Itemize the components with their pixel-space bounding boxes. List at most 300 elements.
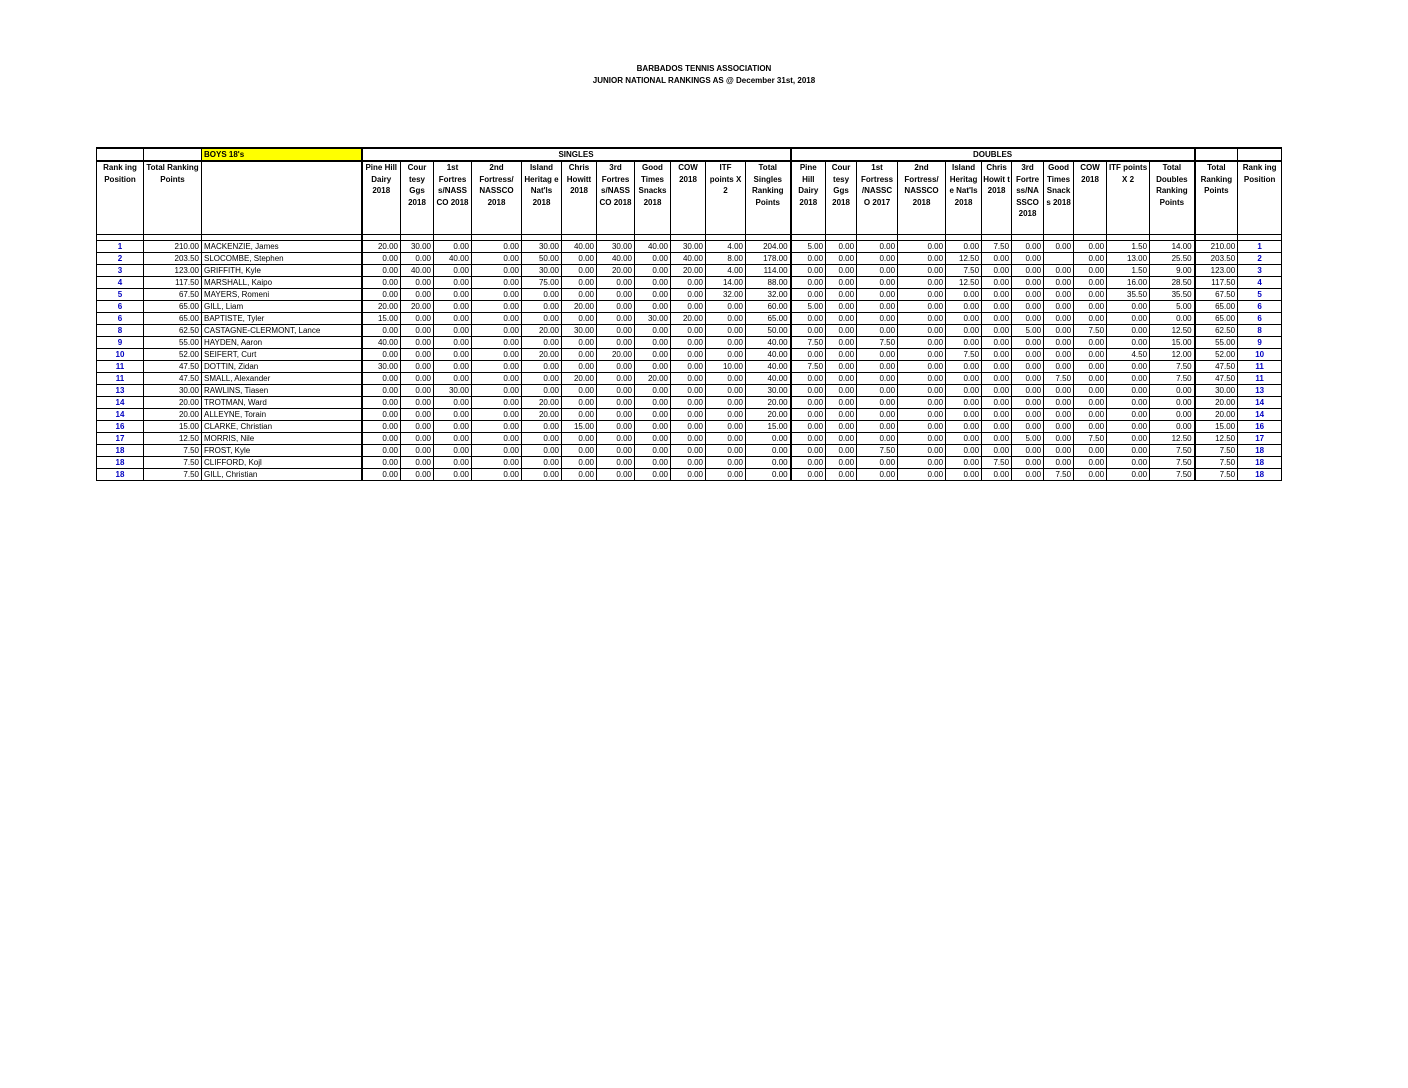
player-name: SEIFERT, Curt bbox=[202, 349, 362, 361]
doubles-points: 14.00 bbox=[1150, 241, 1195, 253]
rank-position: 6 bbox=[97, 313, 144, 325]
doubles-points: 12.50 bbox=[1150, 433, 1195, 445]
singles-points: 0.00 bbox=[472, 361, 522, 373]
doubles-points: 0.00 bbox=[857, 421, 898, 433]
column-header: ITF points X 2 bbox=[1107, 161, 1150, 235]
grand-total-points: 20.00 bbox=[1195, 409, 1238, 421]
singles-points: 30.00 bbox=[522, 241, 562, 253]
singles-points: 20.00 bbox=[671, 313, 706, 325]
singles-points: 0.00 bbox=[401, 361, 434, 373]
doubles-points: 0.00 bbox=[857, 409, 898, 421]
singles-points: 0.00 bbox=[362, 397, 401, 409]
doubles-points: 7.50 bbox=[1150, 373, 1195, 385]
doubles-points: 0.00 bbox=[946, 373, 982, 385]
doubles-points: 0.00 bbox=[898, 445, 946, 457]
doubles-points: 5.00 bbox=[791, 241, 826, 253]
rank-position: 2 bbox=[97, 253, 144, 265]
doubles-points: 0.00 bbox=[898, 313, 946, 325]
column-header: Cour tesy Ggs 2018 bbox=[826, 161, 857, 235]
doubles-points: 0.00 bbox=[826, 337, 857, 349]
singles-points: 0.00 bbox=[362, 325, 401, 337]
singles-points: 0.00 bbox=[597, 421, 635, 433]
singles-points: 0.00 bbox=[706, 337, 746, 349]
singles-points: 0.00 bbox=[472, 313, 522, 325]
doubles-points: 7.50 bbox=[791, 361, 826, 373]
singles-points: 20.00 bbox=[635, 373, 671, 385]
singles-points: 0.00 bbox=[597, 313, 635, 325]
singles-points: 0.00 bbox=[362, 445, 401, 457]
total-ranking-points: 62.50 bbox=[144, 325, 202, 337]
doubles-points: 0.00 bbox=[1074, 301, 1107, 313]
singles-points: 0.00 bbox=[597, 325, 635, 337]
player-name: RAWLINS, Tiasen bbox=[202, 385, 362, 397]
singles-points: 0.00 bbox=[635, 385, 671, 397]
singles-points: 14.00 bbox=[706, 277, 746, 289]
doubles-points: 0.00 bbox=[826, 469, 857, 481]
doubles-points: 12.50 bbox=[1150, 325, 1195, 337]
player-name: ALLEYNE, Torain bbox=[202, 409, 362, 421]
total-ranking-points: 7.50 bbox=[144, 469, 202, 481]
singles-points: 60.00 bbox=[746, 301, 791, 313]
doubles-points: 0.00 bbox=[1012, 421, 1044, 433]
singles-points: 0.00 bbox=[635, 421, 671, 433]
singles-points: 0.00 bbox=[434, 313, 472, 325]
total-ranking-points: 123.00 bbox=[144, 265, 202, 277]
doubles-points: 0.00 bbox=[1074, 361, 1107, 373]
doubles-points: 0.00 bbox=[1107, 409, 1150, 421]
singles-points: 0.00 bbox=[671, 277, 706, 289]
rank-position-right: 14 bbox=[1238, 397, 1282, 409]
singles-points: 0.00 bbox=[472, 457, 522, 469]
doubles-points: 0.00 bbox=[791, 265, 826, 277]
column-header: COW 2018 bbox=[1074, 161, 1107, 235]
doubles-points: 0.00 bbox=[946, 337, 982, 349]
table-row bbox=[97, 253, 1282, 265]
singles-points: 20.00 bbox=[362, 241, 401, 253]
doubles-points: 0.00 bbox=[857, 325, 898, 337]
doubles-points: 28.50 bbox=[1150, 277, 1195, 289]
doubles-points: 0.00 bbox=[946, 313, 982, 325]
rank-position-right: 10 bbox=[1238, 349, 1282, 361]
table-row bbox=[97, 337, 1282, 349]
doubles-points: 7.50 bbox=[946, 349, 982, 361]
doubles-points: 0.00 bbox=[898, 469, 946, 481]
singles-points: 4.00 bbox=[706, 241, 746, 253]
singles-points: 0.00 bbox=[434, 457, 472, 469]
doubles-points: 0.00 bbox=[982, 445, 1012, 457]
singles-points: 0.00 bbox=[401, 445, 434, 457]
doubles-points: 0.00 bbox=[826, 385, 857, 397]
singles-points: 0.00 bbox=[635, 337, 671, 349]
singles-points: 0.00 bbox=[434, 241, 472, 253]
doubles-points: 35.50 bbox=[1107, 289, 1150, 301]
total-ranking-points: 117.50 bbox=[144, 277, 202, 289]
singles-points: 20.00 bbox=[401, 301, 434, 313]
singles-points: 20.00 bbox=[362, 301, 401, 313]
singles-points: 0.00 bbox=[635, 325, 671, 337]
singles-points: 30.00 bbox=[597, 241, 635, 253]
doubles-points: 7.50 bbox=[1150, 445, 1195, 457]
doubles-points: 0.00 bbox=[1044, 349, 1074, 361]
doubles-points: 0.00 bbox=[1044, 325, 1074, 337]
total-ranking-points: 55.00 bbox=[144, 337, 202, 349]
doubles-points: 0.00 bbox=[1074, 445, 1107, 457]
doubles-points: 0.00 bbox=[791, 409, 826, 421]
column-header: Chris Howit t 2018 bbox=[982, 161, 1012, 235]
grand-total-points: 62.50 bbox=[1195, 325, 1238, 337]
doubles-points: 7.50 bbox=[791, 337, 826, 349]
doubles-points: 0.00 bbox=[1012, 373, 1044, 385]
singles-points: 0.00 bbox=[362, 409, 401, 421]
doubles-points: 0.00 bbox=[898, 253, 946, 265]
doubles-points: 0.00 bbox=[1044, 337, 1074, 349]
singles-points: 20.00 bbox=[597, 349, 635, 361]
singles-points: 0.00 bbox=[362, 349, 401, 361]
doubles-points: 0.00 bbox=[898, 301, 946, 313]
table-row bbox=[97, 445, 1282, 457]
doubles-points: 12.50 bbox=[946, 253, 982, 265]
grand-total-points: 203.50 bbox=[1195, 253, 1238, 265]
doubles-points: 0.00 bbox=[857, 253, 898, 265]
singles-points: 32.00 bbox=[706, 289, 746, 301]
rank-position-right: 2 bbox=[1238, 253, 1282, 265]
doubles-points: 7.50 bbox=[1074, 325, 1107, 337]
singles-points: 0.00 bbox=[472, 421, 522, 433]
doubles-points: 0.00 bbox=[826, 253, 857, 265]
singles-points: 10.00 bbox=[706, 361, 746, 373]
doubles-points: 0.00 bbox=[826, 421, 857, 433]
doubles-points: 0.00 bbox=[946, 385, 982, 397]
doubles-points: 0.00 bbox=[1012, 445, 1044, 457]
doubles-points: 0.00 bbox=[982, 301, 1012, 313]
doubles-points: 0.00 bbox=[946, 421, 982, 433]
doubles-points: 0.00 bbox=[1150, 313, 1195, 325]
singles-points: 0.00 bbox=[472, 289, 522, 301]
doubles-points: 0.00 bbox=[1044, 433, 1074, 445]
singles-points: 20.00 bbox=[562, 301, 597, 313]
singles-points: 0.00 bbox=[472, 469, 522, 481]
singles-points: 0.00 bbox=[472, 373, 522, 385]
singles-points: 40.00 bbox=[746, 373, 791, 385]
doubles-points: 0.00 bbox=[791, 277, 826, 289]
column-header bbox=[202, 161, 362, 235]
table-row bbox=[97, 457, 1282, 469]
singles-points: 30.00 bbox=[635, 313, 671, 325]
singles-points: 0.00 bbox=[597, 385, 635, 397]
singles-points: 0.00 bbox=[671, 397, 706, 409]
rank-position-right: 16 bbox=[1238, 421, 1282, 433]
doubles-points: 5.00 bbox=[1150, 301, 1195, 313]
doubles-points: 0.00 bbox=[1012, 241, 1044, 253]
doubles-points: 0.00 bbox=[791, 373, 826, 385]
table-row bbox=[97, 397, 1282, 409]
doubles-points: 0.00 bbox=[1074, 385, 1107, 397]
singles-points: 0.00 bbox=[635, 469, 671, 481]
singles-points: 0.00 bbox=[472, 445, 522, 457]
singles-points: 40.00 bbox=[597, 253, 635, 265]
grand-total-points: 47.50 bbox=[1195, 361, 1238, 373]
rank-position-right: 14 bbox=[1238, 409, 1282, 421]
rank-position-right: 13 bbox=[1238, 385, 1282, 397]
doubles-points: 0.00 bbox=[791, 253, 826, 265]
singles-points: 0.00 bbox=[746, 457, 791, 469]
total-ranking-points: 12.50 bbox=[144, 433, 202, 445]
column-header: Cour tesy Ggs 2018 bbox=[401, 161, 434, 235]
doubles-points: 0.00 bbox=[1044, 421, 1074, 433]
doubles-points: 0.00 bbox=[898, 421, 946, 433]
doubles-points: 0.00 bbox=[946, 409, 982, 421]
table-row bbox=[97, 469, 1282, 481]
total-ranking-points: 52.00 bbox=[144, 349, 202, 361]
doubles-points: 0.00 bbox=[826, 265, 857, 277]
singles-points: 0.00 bbox=[472, 385, 522, 397]
doubles-points: 0.00 bbox=[946, 469, 982, 481]
doubles-points: 0.00 bbox=[946, 397, 982, 409]
singles-points: 0.00 bbox=[671, 409, 706, 421]
singles-points: 0.00 bbox=[597, 457, 635, 469]
column-header: Total Ranking Points bbox=[144, 161, 202, 235]
column-header: Good Times Snack s 2018 bbox=[1044, 161, 1074, 235]
singles-points: 0.00 bbox=[706, 373, 746, 385]
column-header: 2nd Fortress/ NASSCO 2018 bbox=[472, 161, 522, 235]
doubles-points: 0.00 bbox=[1044, 289, 1074, 301]
doubles-points: 0.00 bbox=[1012, 409, 1044, 421]
doubles-points: 0.00 bbox=[982, 289, 1012, 301]
singles-points: 0.00 bbox=[522, 433, 562, 445]
singles-points: 0.00 bbox=[635, 361, 671, 373]
doubles-points: 0.00 bbox=[1012, 253, 1044, 265]
rank-position-right: 11 bbox=[1238, 361, 1282, 373]
table-row bbox=[97, 241, 1282, 253]
doubles-points: 0.00 bbox=[1107, 325, 1150, 337]
singles-points: 0.00 bbox=[562, 361, 597, 373]
doubles-points: 0.00 bbox=[946, 325, 982, 337]
doubles-points: 0.00 bbox=[982, 265, 1012, 277]
doubles-points: 0.00 bbox=[857, 433, 898, 445]
doubles-points: 0.00 bbox=[1044, 265, 1074, 277]
doubles-points: 0.00 bbox=[857, 301, 898, 313]
grand-total-points: 65.00 bbox=[1195, 301, 1238, 313]
doubles-points: 0.00 bbox=[898, 349, 946, 361]
grand-total-points: 55.00 bbox=[1195, 337, 1238, 349]
singles-points: 30.00 bbox=[562, 325, 597, 337]
doubles-points: 0.00 bbox=[791, 469, 826, 481]
singles-points: 0.00 bbox=[401, 457, 434, 469]
singles-points: 40.00 bbox=[746, 349, 791, 361]
rank-position-right: 9 bbox=[1238, 337, 1282, 349]
rank-position: 4 bbox=[97, 277, 144, 289]
singles-points: 0.00 bbox=[434, 265, 472, 277]
rank-position-right: 18 bbox=[1238, 457, 1282, 469]
singles-points: 0.00 bbox=[434, 337, 472, 349]
column-header: Total Ranking Points bbox=[1195, 161, 1238, 235]
doubles-points: 0.00 bbox=[898, 265, 946, 277]
doubles-points: 0.00 bbox=[857, 349, 898, 361]
singles-points: 0.00 bbox=[472, 337, 522, 349]
doubles-points: 0.00 bbox=[1074, 409, 1107, 421]
singles-points: 0.00 bbox=[472, 325, 522, 337]
singles-points: 0.00 bbox=[401, 469, 434, 481]
doubles-points: 15.00 bbox=[1150, 337, 1195, 349]
singles-points: 0.00 bbox=[434, 433, 472, 445]
doubles-points: 0.00 bbox=[946, 301, 982, 313]
doubles-points: 0.00 bbox=[982, 373, 1012, 385]
singles-points: 0.00 bbox=[434, 445, 472, 457]
doubles-points: 0.00 bbox=[826, 289, 857, 301]
doubles-points: 0.00 bbox=[898, 373, 946, 385]
singles-points: 0.00 bbox=[635, 289, 671, 301]
rank-position-right: 4 bbox=[1238, 277, 1282, 289]
singles-points: 0.00 bbox=[671, 457, 706, 469]
doubles-points: 0.00 bbox=[1012, 277, 1044, 289]
singles-points: 0.00 bbox=[401, 433, 434, 445]
singles-points: 20.00 bbox=[522, 325, 562, 337]
singles-points: 0.00 bbox=[706, 397, 746, 409]
doubles-points: 0.00 bbox=[1012, 313, 1044, 325]
column-header: Pine Hill Dairy 2018 bbox=[362, 161, 401, 235]
rank-position-right: 3 bbox=[1238, 265, 1282, 277]
singles-points: 40.00 bbox=[401, 265, 434, 277]
player-name: HAYDEN, Aaron bbox=[202, 337, 362, 349]
singles-points: 0.00 bbox=[562, 313, 597, 325]
player-name: MORRIS, Nile bbox=[202, 433, 362, 445]
singles-points: 0.00 bbox=[362, 373, 401, 385]
doubles-points: 0.00 bbox=[1074, 397, 1107, 409]
doubles-points: 0.00 bbox=[857, 265, 898, 277]
doubles-points: 12.50 bbox=[946, 277, 982, 289]
rank-position: 10 bbox=[97, 349, 144, 361]
singles-points: 0.00 bbox=[635, 409, 671, 421]
grand-total-points: 30.00 bbox=[1195, 385, 1238, 397]
doubles-points: 0.00 bbox=[826, 241, 857, 253]
grand-total-points: 15.00 bbox=[1195, 421, 1238, 433]
doubles-points: 0.00 bbox=[982, 325, 1012, 337]
singles-points: 0.00 bbox=[706, 421, 746, 433]
column-header: 2nd Fortress/ NASSCO 2018 bbox=[898, 161, 946, 235]
doubles-points: 0.00 bbox=[1107, 469, 1150, 481]
doubles-points: 7.50 bbox=[857, 445, 898, 457]
doubles-points: 0.00 bbox=[1012, 385, 1044, 397]
singles-points: 0.00 bbox=[562, 433, 597, 445]
doubles-points: 0.00 bbox=[898, 397, 946, 409]
doubles-points: 0.00 bbox=[1074, 289, 1107, 301]
singles-points: 0.00 bbox=[562, 253, 597, 265]
grand-total-points: 65.00 bbox=[1195, 313, 1238, 325]
doubles-points: 0.00 bbox=[898, 325, 946, 337]
singles-points: 20.00 bbox=[522, 409, 562, 421]
doubles-points: 0.00 bbox=[1012, 397, 1044, 409]
singles-points: 0.00 bbox=[434, 409, 472, 421]
singles-points: 40.00 bbox=[434, 253, 472, 265]
doubles-points: 0.00 bbox=[1074, 241, 1107, 253]
grand-total-points: 12.50 bbox=[1195, 433, 1238, 445]
singles-points: 0.00 bbox=[522, 421, 562, 433]
doubles-points: 0.00 bbox=[1012, 289, 1044, 301]
doubles-points: 0.00 bbox=[857, 469, 898, 481]
rank-position: 8 bbox=[97, 325, 144, 337]
doubles-points: 1.50 bbox=[1107, 241, 1150, 253]
rank-position-right: 18 bbox=[1238, 445, 1282, 457]
singles-points: 0.00 bbox=[401, 397, 434, 409]
table-row bbox=[97, 433, 1282, 445]
column-header: Total Singles Ranking Points bbox=[746, 161, 791, 235]
singles-points: 0.00 bbox=[401, 349, 434, 361]
singles-group-header: SINGLES bbox=[362, 148, 791, 161]
doubles-points: 7.50 bbox=[982, 457, 1012, 469]
singles-points: 20.00 bbox=[597, 265, 635, 277]
doubles-points: 4.50 bbox=[1107, 349, 1150, 361]
player-name: BAPTISTE, Tyler bbox=[202, 313, 362, 325]
singles-points: 30.00 bbox=[522, 265, 562, 277]
table-row bbox=[97, 385, 1282, 397]
total-ranking-points: 47.50 bbox=[144, 373, 202, 385]
doubles-points: 0.00 bbox=[982, 469, 1012, 481]
singles-points: 30.00 bbox=[401, 241, 434, 253]
doubles-points: 0.00 bbox=[826, 349, 857, 361]
doubles-points: 0.00 bbox=[1107, 301, 1150, 313]
singles-points: 0.00 bbox=[401, 289, 434, 301]
singles-points: 0.00 bbox=[472, 433, 522, 445]
singles-points: 20.00 bbox=[522, 397, 562, 409]
singles-points: 0.00 bbox=[671, 337, 706, 349]
singles-points: 0.00 bbox=[671, 445, 706, 457]
grand-total-points: 7.50 bbox=[1195, 457, 1238, 469]
doubles-points: 0.00 bbox=[946, 445, 982, 457]
document-subtitle: JUNIOR NATIONAL RANKINGS AS @ December 31st, 2018 bbox=[592, 76, 816, 85]
doubles-points: 0.00 bbox=[826, 373, 857, 385]
singles-points: 0.00 bbox=[522, 457, 562, 469]
singles-points: 20.00 bbox=[522, 349, 562, 361]
doubles-points: 0.00 bbox=[791, 289, 826, 301]
total-ranking-points: 20.00 bbox=[144, 409, 202, 421]
rankings-table bbox=[96, 147, 1282, 481]
singles-points: 0.00 bbox=[562, 277, 597, 289]
group-header-row bbox=[97, 148, 1282, 161]
singles-points: 0.00 bbox=[401, 337, 434, 349]
singles-points: 0.00 bbox=[362, 457, 401, 469]
player-name: SLOCOMBE, Stephen bbox=[202, 253, 362, 265]
doubles-points: 0.00 bbox=[946, 457, 982, 469]
singles-points: 40.00 bbox=[746, 337, 791, 349]
singles-points: 0.00 bbox=[522, 289, 562, 301]
singles-points: 0.00 bbox=[635, 397, 671, 409]
doubles-points: 5.00 bbox=[791, 301, 826, 313]
doubles-points: 0.00 bbox=[826, 397, 857, 409]
doubles-points: 0.00 bbox=[1044, 397, 1074, 409]
rank-position: 5 bbox=[97, 289, 144, 301]
singles-points: 0.00 bbox=[472, 253, 522, 265]
doubles-points: 0.00 bbox=[898, 241, 946, 253]
singles-points: 0.00 bbox=[746, 469, 791, 481]
total-ranking-points: 210.00 bbox=[144, 241, 202, 253]
singles-points: 0.00 bbox=[362, 469, 401, 481]
singles-points: 0.00 bbox=[434, 397, 472, 409]
column-header: Rank ing Position bbox=[97, 161, 144, 235]
column-header-row bbox=[97, 161, 1282, 235]
rank-position-right: 5 bbox=[1238, 289, 1282, 301]
total-ranking-points: 47.50 bbox=[144, 361, 202, 373]
singles-points: 0.00 bbox=[401, 409, 434, 421]
doubles-points: 0.00 bbox=[826, 313, 857, 325]
grand-total-points: 210.00 bbox=[1195, 241, 1238, 253]
doubles-points: 13.00 bbox=[1107, 253, 1150, 265]
singles-points: 0.00 bbox=[635, 349, 671, 361]
doubles-points: 0.00 bbox=[982, 337, 1012, 349]
singles-points: 0.00 bbox=[671, 289, 706, 301]
singles-points: 0.00 bbox=[434, 349, 472, 361]
doubles-points: 0.00 bbox=[1044, 301, 1074, 313]
singles-points: 0.00 bbox=[706, 457, 746, 469]
